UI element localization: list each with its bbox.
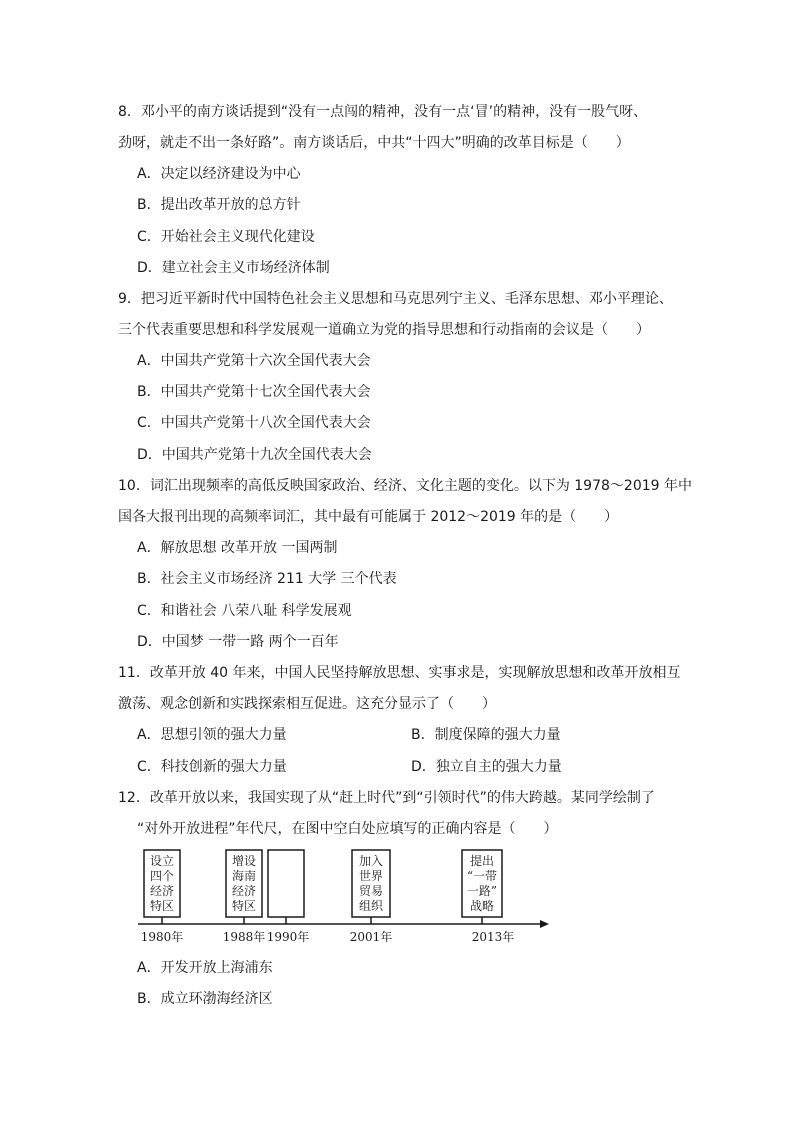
question-10-option-a[interactable]: A．解放思想 改革开放 一国两制: [137, 540, 338, 556]
question-8-stem-line-2: 劲呀，就走不出一条好路”。南方谈话后，中共“十四大”明确的改革目标是（ ）: [118, 135, 630, 151]
question-10-stem-line-1: [118, 476, 692, 496]
question-8-option-d[interactable]: D．建立社会主义市场经济体制: [137, 260, 330, 276]
event-label-line: “一带: [466, 869, 498, 883]
question-number: 11．: [118, 665, 150, 681]
question-9-option-c[interactable]: C．中国共产党第十八次全国代表大会: [137, 415, 371, 431]
question-11-option-a[interactable]: A．思想引领的强大力量: [137, 727, 287, 743]
event-label-line: 设立: [149, 854, 175, 868]
question-11-stem-line-1: [118, 663, 681, 683]
event-label-line: 世界: [358, 869, 384, 883]
stem-text: 改革开放以来，我国实现了从“赶上时代”到“引领时代”的伟大跨越。某同学绘制了: [149, 790, 655, 806]
question-number: 12．: [118, 790, 150, 806]
event-label-line: 特区: [149, 899, 175, 913]
event-label-line: 战略: [469, 899, 495, 913]
question-9-option-a[interactable]: A．中国共产党第十六次全国代表大会: [137, 353, 371, 369]
event-label-line: 经济: [149, 884, 175, 898]
question-8-stem-line-1: [118, 102, 647, 122]
stem-text: 邓小平的南方谈话提到“没有一点闯的精神，没有一点‘冒’的精神，没有一股气呀、: [140, 104, 648, 120]
question-12-option-b[interactable]: B．成立环渤海经济区: [137, 991, 273, 1007]
event-box-1990-blank: [268, 850, 304, 917]
question-number: 10．: [118, 478, 150, 494]
question-12-option-a[interactable]: A．开发开放上海浦东: [137, 960, 273, 976]
year-label: 1980年: [140, 930, 184, 944]
question-10-option-b[interactable]: B．社会主义市场经济 211 大学 三个代表: [137, 571, 397, 587]
question-9-option-d[interactable]: D．中国共产党第十九次全国代表大会: [137, 447, 372, 463]
question-11-option-d[interactable]: D．独立自主的强大力量: [411, 759, 562, 775]
event-label-line: 四个: [149, 869, 175, 883]
question-11-stem-line-2: 激荡、观念创新和实践探索相互促进。这充分显示了（ ）: [118, 696, 496, 712]
timeline-connectors: [162, 917, 482, 924]
event-label-line: 贸易: [358, 884, 384, 898]
event-label-line: 经济: [231, 884, 257, 898]
question-12-stem-line-1: [118, 788, 655, 808]
question-11-option-b[interactable]: B．制度保障的强大力量: [411, 727, 561, 743]
event-label-line: 加入: [358, 854, 384, 868]
timeline-boxes: [144, 850, 502, 917]
event-labels-1980: [150, 854, 174, 913]
question-9-stem-line-1: [118, 289, 673, 309]
event-label-line: 提出: [469, 854, 495, 868]
year-label: 1990年: [266, 930, 310, 944]
question-12-stem-line-2: “对外开放进程”年代尺，在图中空白处应填写的正确内容是（ ）: [137, 821, 558, 837]
event-label-line: 一路”: [466, 884, 498, 898]
timeline-years: [141, 929, 515, 944]
question-number: 8．: [118, 104, 141, 120]
question-11-option-c[interactable]: C．科技创新的强大力量: [137, 759, 287, 775]
timeline-arrowhead: [540, 920, 549, 928]
event-label-line: 组织: [358, 899, 384, 913]
event-label-line: 增设: [231, 854, 257, 868]
event-label-line: 海南: [231, 869, 257, 883]
timeline-figure: [138, 848, 550, 948]
event-label-line: 特区: [231, 899, 257, 913]
stem-text: 词汇出现频率的高低反映国家政治、经济、文化主题的变化。以下为 1978～2019 年中: [149, 478, 692, 494]
question-number: 9．: [118, 291, 141, 307]
question-10-option-c[interactable]: C．和谐社会 八荣八耻 科学发展观: [137, 603, 352, 619]
year-label: 1988年: [222, 930, 266, 944]
question-8-option-c[interactable]: C．开始社会主义现代化建设: [137, 229, 315, 245]
question-10-stem-line-2: 国各大报刊出现的高频率词汇，其中最有可能属于 2012～2019 年的是（ ）: [118, 509, 619, 525]
stem-text: 把习近平新时代中国特色社会主义思想和马克思列宁主义、毛泽东思想、邓小平理论、: [140, 291, 673, 307]
year-label: 2013年: [471, 930, 515, 944]
question-8-option-a[interactable]: A．决定以经济建设为中心: [137, 166, 301, 182]
question-9-stem-line-2: 三个代表重要思想和科学发展观一道确立为党的指导思想和行动指南的会议是（ ）: [118, 322, 650, 338]
question-8-option-b[interactable]: B．提出改革开放的总方针: [137, 197, 301, 213]
year-label: 2001年: [349, 930, 393, 944]
question-9-option-b[interactable]: B．中国共产党第十七次全国代表大会: [137, 384, 371, 400]
stem-text: 改革开放 40 年来，中国人民坚持解放思想、实事求是，实现解放思想和改革开放相互: [149, 665, 681, 681]
question-10-option-d[interactable]: D．中国梦 一带一路 两个一百年: [137, 634, 339, 650]
event-labels-1988: [232, 854, 256, 913]
